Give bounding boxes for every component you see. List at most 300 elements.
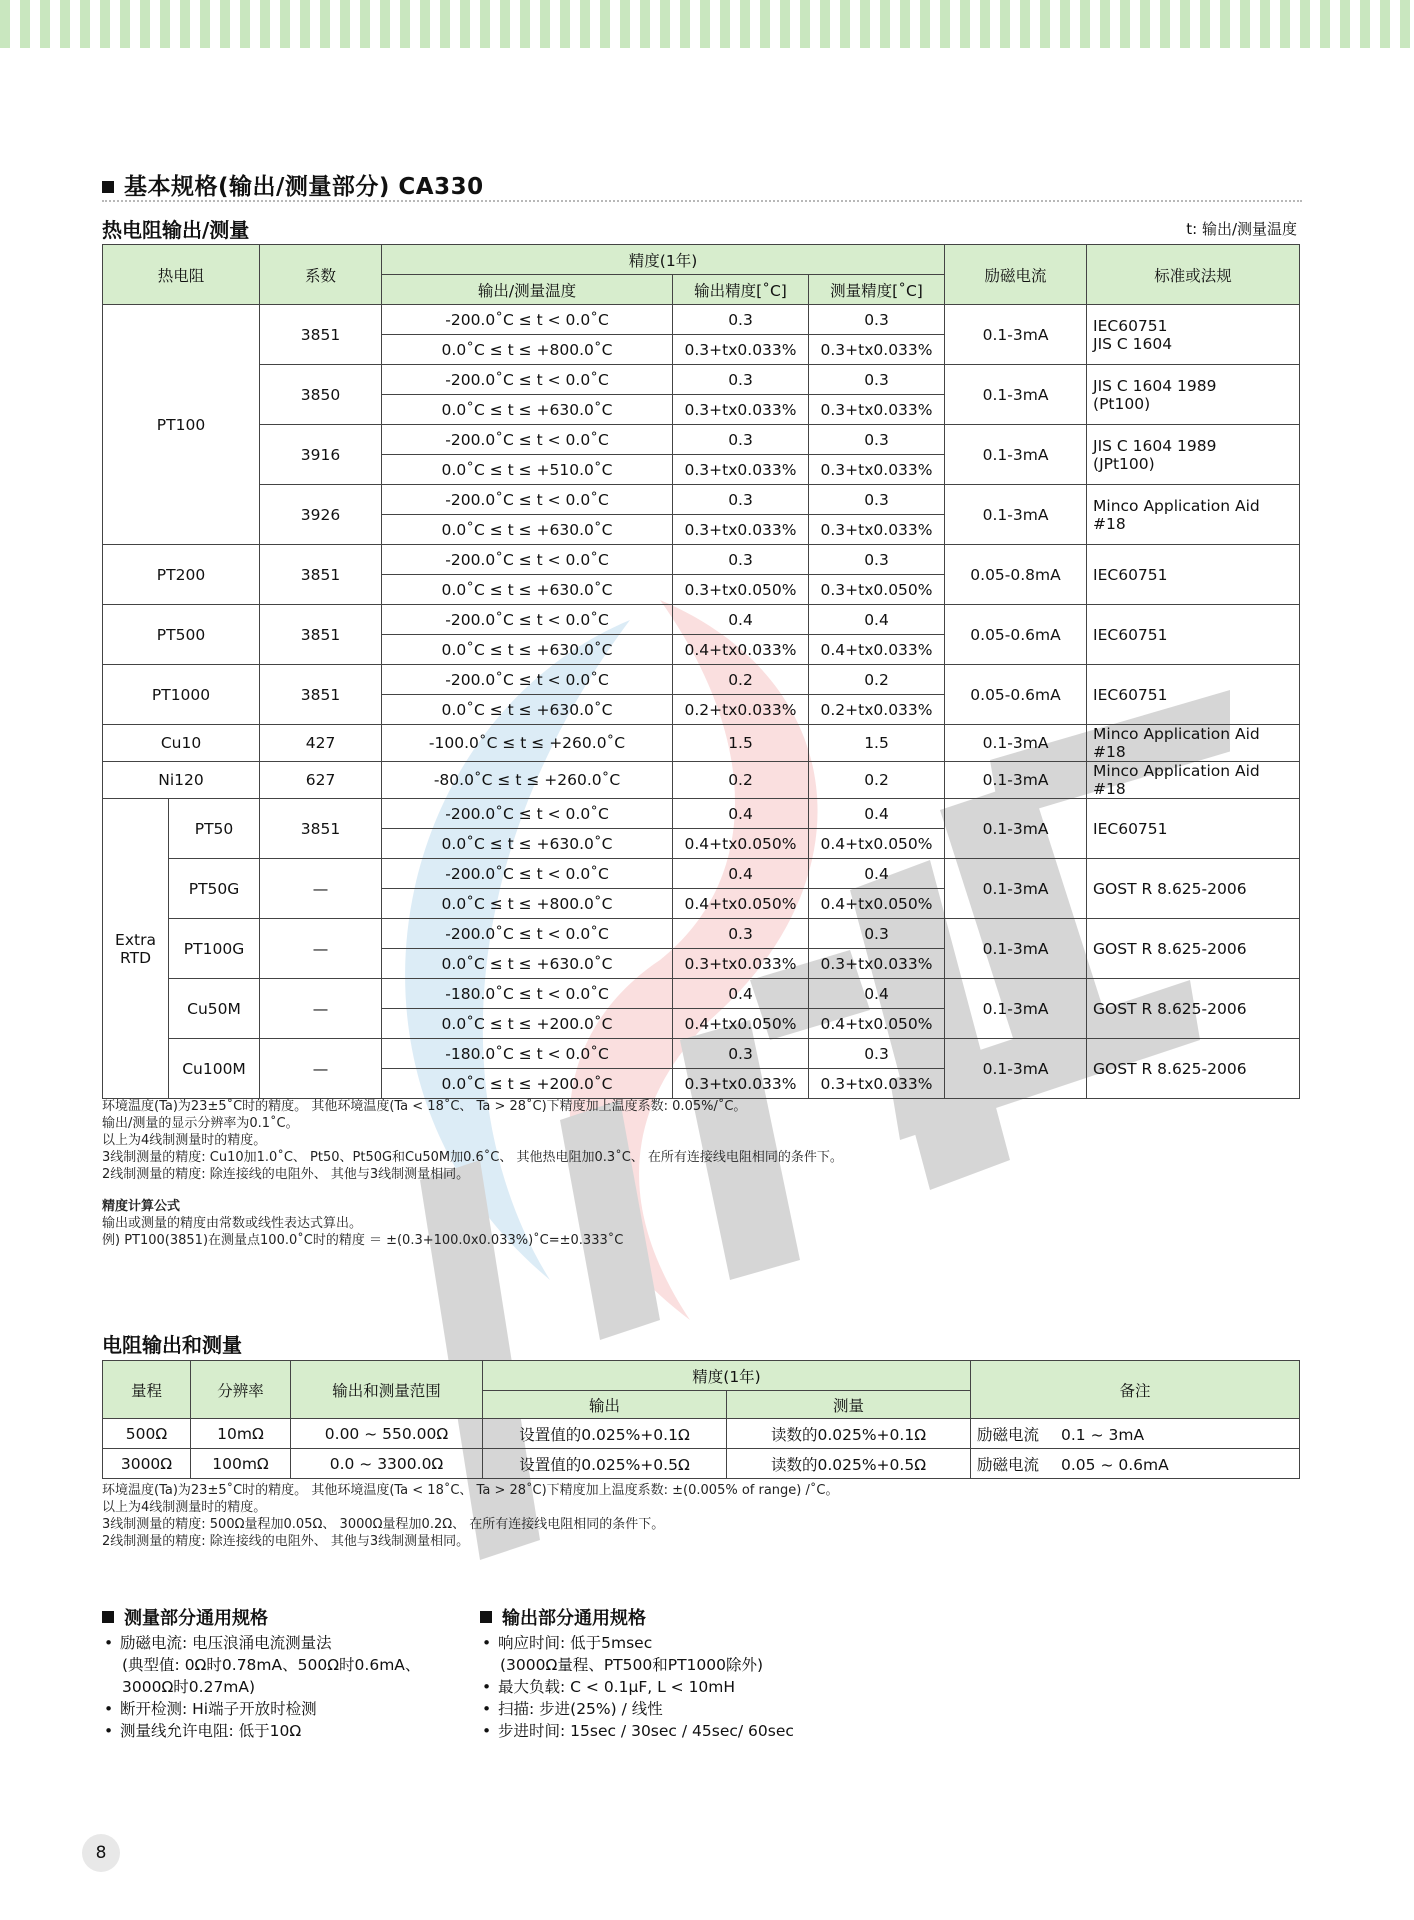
main-heading-text: 基本规格(输出/测量部分) CA330 <box>124 174 484 200</box>
standard-line: Minco Application Aid #18 <box>1093 762 1260 798</box>
standard-line: JIS C 1604 1989 <box>1093 376 1217 395</box>
rtd-name-cell: PT1000 <box>103 665 260 725</box>
measure-accuracy-cell: 0.3 <box>809 485 945 515</box>
excitation-cell: 0.1-3mA <box>945 1039 1087 1099</box>
stripe <box>60 0 70 48</box>
standard-cell <box>1087 919 1300 979</box>
note-line: 2线制测量的精度: 除连接线的电阻外、 其他与3线制测量相同。 <box>102 1534 470 1549</box>
col-header-measure-accuracy: 测量精度[˚C] <box>809 275 945 305</box>
excitation-cell: 0.1-3mA <box>945 365 1087 425</box>
coef-cell: 3851 <box>260 545 382 605</box>
stripe <box>40 0 50 48</box>
rtd-group-cell: Extra RTD <box>103 799 169 1099</box>
note-line: 以上为4线制测量时的精度。 <box>102 1500 267 1515</box>
excitation-cell: 0.1-3mA <box>945 725 1087 762</box>
measure-accuracy-cell: 0.2 <box>809 762 945 799</box>
output-accuracy-cell: 0.4+tx0.050% <box>673 1009 809 1039</box>
coef-cell: 427 <box>260 725 382 762</box>
rtd-name-cell: PT50G <box>169 859 260 919</box>
stripe <box>1280 0 1290 48</box>
standard-line: (Pt100) <box>1093 394 1151 413</box>
output-accuracy-cell: 0.4+tx0.050% <box>673 889 809 919</box>
standard-cell <box>1087 762 1300 799</box>
stripe <box>560 0 570 48</box>
range-cell: 0.0˚C ≤ t ≤ +630.0˚C <box>382 635 673 665</box>
res-resolution-cell: 10mΩ <box>191 1419 291 1449</box>
list-item: 3000Ω时0.27mA) <box>122 1678 256 1696</box>
standard-line: IEC60751 <box>1093 819 1168 838</box>
stripe <box>800 0 810 48</box>
measure-accuracy-cell: 0.2 <box>809 665 945 695</box>
range-cell: 0.0˚C ≤ t ≤ +630.0˚C <box>382 395 673 425</box>
standard-cell <box>1087 799 1300 859</box>
measure-accuracy-cell: 0.3 <box>809 545 945 575</box>
table-row <box>103 762 1300 799</box>
range-cell: -100.0˚C ≤ t ≤ +260.0˚C <box>382 725 673 762</box>
stripe <box>1220 0 1230 48</box>
range-cell: -200.0˚C ≤ t < 0.0˚C <box>382 799 673 829</box>
stripe <box>740 0 750 48</box>
resistance-section-title: 电阻输出和测量 <box>102 1333 242 1357</box>
output-accuracy-cell: 0.2+tx0.033% <box>673 695 809 725</box>
range-cell: 0.0˚C ≤ t ≤ +630.0˚C <box>382 575 673 605</box>
coef-cell: — <box>260 979 382 1039</box>
output-accuracy-cell: 0.3 <box>673 485 809 515</box>
standard-cell <box>1087 605 1300 665</box>
measure-accuracy-cell: 0.3 <box>809 919 945 949</box>
standard-line: JIS C 1604 <box>1093 334 1173 353</box>
standard-cell <box>1087 725 1300 762</box>
stripe <box>1320 0 1330 48</box>
res-span-cell: 0.00 ~ 550.00Ω <box>291 1419 483 1449</box>
table-row <box>103 665 1300 695</box>
standard-cell <box>1087 365 1300 425</box>
res-remark-cell <box>971 1419 1300 1449</box>
standard-cell <box>1087 665 1300 725</box>
stripe <box>220 0 230 48</box>
table-row <box>103 979 1300 1009</box>
standard-cell <box>1087 485 1300 545</box>
stripe <box>980 0 990 48</box>
page-number: 8 <box>82 1834 120 1872</box>
range-cell: -200.0˚C ≤ t < 0.0˚C <box>382 545 673 575</box>
res-output-cell: 设置值的0.025%+0.5Ω <box>483 1449 727 1479</box>
stripe <box>1340 0 1350 48</box>
list-item: • 测量线允许电阻: 低于10Ω <box>102 1720 420 1742</box>
standard-line: IEC60751 <box>1093 565 1168 584</box>
measure-accuracy-cell: 0.3+tx0.033% <box>809 949 945 979</box>
list-item: • 最大负载: C < 0.1μF, L < 10mH <box>480 1676 794 1698</box>
coef-cell: 3851 <box>260 305 382 365</box>
table-row <box>103 425 1300 455</box>
res-span-cell: 0.0 ~ 3300.0Ω <box>291 1449 483 1479</box>
col-header-output-accuracy: 输出精度[˚C] <box>673 275 809 305</box>
range-cell: 0.0˚C ≤ t ≤ +630.0˚C <box>382 695 673 725</box>
excitation-cell: 0.05-0.6mA <box>945 665 1087 725</box>
stripe <box>340 0 350 48</box>
note-line: 3线制测量的精度: Cu10加1.0˚C、 Pt50、Pt50G和Cu50M加0.6˚C、 其他热电阻加0.3˚C、 在所有连接线电阻相同的条件下。 <box>102 1150 843 1165</box>
formula-block <box>102 1198 623 1249</box>
stripe <box>760 0 770 48</box>
standard-line: IEC60751 <box>1093 685 1168 704</box>
top-decorative-stripes <box>0 0 1414 48</box>
excitation-cell: 0.1-3mA <box>945 919 1087 979</box>
stripe <box>1180 0 1190 48</box>
rtd-name-cell: Ni120 <box>103 762 260 799</box>
general-measure-list <box>102 1632 420 1742</box>
standard-line: IEC60751 <box>1093 316 1168 335</box>
measure-accuracy-cell: 0.3+tx0.033% <box>809 455 945 485</box>
formula-title: 精度计算公式 <box>102 1199 181 1214</box>
output-accuracy-cell: 0.3 <box>673 1039 809 1069</box>
range-cell: -180.0˚C ≤ t < 0.0˚C <box>382 1039 673 1069</box>
list-item: • 扫描: 步进(25%) / 线性 <box>480 1698 794 1720</box>
list-item: • 励磁电流: 电压浪涌电流测量法 <box>102 1632 420 1654</box>
coef-cell: — <box>260 919 382 979</box>
range-cell: 0.0˚C ≤ t ≤ +200.0˚C <box>382 1009 673 1039</box>
measure-accuracy-cell: 0.3 <box>809 425 945 455</box>
range-cell: -180.0˚C ≤ t < 0.0˚C <box>382 979 673 1009</box>
stripe <box>700 0 710 48</box>
output-accuracy-cell: 0.3 <box>673 545 809 575</box>
stripe <box>1200 0 1210 48</box>
rtd-name-cell: Cu10 <box>103 725 260 762</box>
output-accuracy-cell: 0.3+tx0.033% <box>673 1069 809 1099</box>
list-item: • 断开检测: Hi端子开放时检测 <box>102 1698 420 1720</box>
standard-line: GOST R 8.625-2006 <box>1093 879 1247 898</box>
stripe <box>1040 0 1050 48</box>
coef-cell: 3916 <box>260 425 382 485</box>
excitation-cell: 0.1-3mA <box>945 305 1087 365</box>
stripe <box>600 0 610 48</box>
formula-line: 输出或测量的精度由常数或线性表达式算出。 <box>102 1216 363 1231</box>
stripe <box>880 0 890 48</box>
range-cell: -80.0˚C ≤ t ≤ +260.0˚C <box>382 762 673 799</box>
measure-accuracy-cell: 0.4 <box>809 605 945 635</box>
rtd-name-cell: PT50 <box>169 799 260 859</box>
stripe <box>480 0 490 48</box>
coef-cell: 3850 <box>260 365 382 425</box>
col-header-excitation: 励磁电流 <box>945 245 1087 305</box>
output-accuracy-cell: 0.4+tx0.033% <box>673 635 809 665</box>
stripe <box>720 0 730 48</box>
stripe <box>680 0 690 48</box>
output-accuracy-cell: 0.2 <box>673 665 809 695</box>
stripe <box>580 0 590 48</box>
output-accuracy-cell: 0.3+tx0.033% <box>673 395 809 425</box>
main-heading <box>102 168 484 201</box>
excitation-cell: 0.05-0.8mA <box>945 545 1087 605</box>
standard-line: Minco Application Aid #18 <box>1093 496 1260 533</box>
stripe <box>1360 0 1370 48</box>
table-row <box>103 799 1300 829</box>
table-row <box>103 1419 1300 1449</box>
excitation-cell: 0.1-3mA <box>945 762 1087 799</box>
rtd-name-cell: PT500 <box>103 605 260 665</box>
table-row <box>103 919 1300 949</box>
output-accuracy-cell: 1.5 <box>673 725 809 762</box>
coef-cell: 3851 <box>260 665 382 725</box>
output-accuracy-cell: 0.3 <box>673 919 809 949</box>
remark-value: 0.1 ~ 3mA <box>1061 1425 1145 1444</box>
stripe <box>860 0 870 48</box>
general-measure-block <box>102 1604 420 1742</box>
output-accuracy-cell: 0.3+tx0.033% <box>673 949 809 979</box>
output-accuracy-cell: 0.4 <box>673 859 809 889</box>
res-measure-cell: 读数的0.025%+0.1Ω <box>727 1419 971 1449</box>
table-row <box>103 485 1300 515</box>
stripe <box>1100 0 1110 48</box>
stripe <box>160 0 170 48</box>
list-item: • 步进时间: 15sec / 30sec / 45sec/ 60sec <box>480 1720 794 1742</box>
remark-label: 励磁电流 <box>977 1455 1040 1474</box>
stripe <box>460 0 470 48</box>
res-range-cell: 500Ω <box>103 1419 191 1449</box>
stripe <box>1080 0 1090 48</box>
stripe <box>120 0 130 48</box>
table-row <box>103 305 1300 335</box>
res-output-cell: 设置值的0.025%+0.1Ω <box>483 1419 727 1449</box>
res-header-range: 量程 <box>103 1361 191 1419</box>
list-item: (3000Ω量程、PT500和PT1000除外) <box>500 1656 764 1674</box>
excitation-cell: 0.1-3mA <box>945 799 1087 859</box>
list-item: • 响应时间: 低于5msec <box>480 1632 794 1654</box>
general-output-title <box>480 1604 794 1630</box>
col-header-rtd: 热电阻 <box>103 245 260 305</box>
stripe <box>620 0 630 48</box>
range-cell: -200.0˚C ≤ t < 0.0˚C <box>382 859 673 889</box>
stripe <box>1260 0 1270 48</box>
stripe <box>840 0 850 48</box>
range-cell: 0.0˚C ≤ t ≤ +630.0˚C <box>382 949 673 979</box>
rtd-spec-table <box>102 244 1300 1099</box>
output-accuracy-cell: 0.3+tx0.033% <box>673 455 809 485</box>
res-remark-cell <box>971 1449 1300 1479</box>
stripe <box>440 0 450 48</box>
standard-line: GOST R 8.625-2006 <box>1093 1059 1247 1078</box>
table-row <box>103 545 1300 575</box>
stripe <box>1020 0 1030 48</box>
col-header-range: 输出/测量温度 <box>382 275 673 305</box>
measure-accuracy-cell: 0.3 <box>809 1039 945 1069</box>
measure-accuracy-cell: 0.3+tx0.033% <box>809 515 945 545</box>
measure-accuracy-cell: 0.4+tx0.033% <box>809 635 945 665</box>
stripe <box>1400 0 1410 48</box>
coef-cell: — <box>260 859 382 919</box>
remark-label: 励磁电流 <box>977 1425 1040 1444</box>
measure-accuracy-cell: 0.3+tx0.050% <box>809 575 945 605</box>
general-measure-title-text: 测量部分通用规格 <box>124 1608 268 1629</box>
stripe <box>20 0 30 48</box>
range-cell: -200.0˚C ≤ t < 0.0˚C <box>382 665 673 695</box>
stripe <box>1380 0 1390 48</box>
range-cell: 0.0˚C ≤ t ≤ +510.0˚C <box>382 455 673 485</box>
output-accuracy-cell: 0.2 <box>673 762 809 799</box>
range-cell: 0.0˚C ≤ t ≤ +200.0˚C <box>382 1069 673 1099</box>
coef-cell: 3851 <box>260 799 382 859</box>
stripe <box>0 0 10 48</box>
measure-accuracy-cell: 0.3 <box>809 365 945 395</box>
stripe <box>640 0 650 48</box>
rtd-name-cell: Cu100M <box>169 1039 260 1099</box>
stripe <box>780 0 790 48</box>
measure-accuracy-cell: 0.3 <box>809 305 945 335</box>
range-cell: -200.0˚C ≤ t < 0.0˚C <box>382 365 673 395</box>
note-line: 环境温度(Ta)为23±5˚C时的精度。 其他环境温度(Ta < 18˚C、 Ta > 28˚C)下精度加上温度系数: 0.05%/˚C。 <box>102 1099 747 1114</box>
formula-example: 例) PT100(3851)在测量点100.0˚C时的精度 ＝ ±(0.3+100.0x0.033%)˚C=±0.333˚C <box>102 1233 624 1248</box>
coef-cell: — <box>260 1039 382 1099</box>
res-header-measure: 测量 <box>727 1391 971 1419</box>
output-accuracy-cell: 0.3 <box>673 365 809 395</box>
note-line: 环境温度(Ta)为23±5˚C时的精度。 其他环境温度(Ta < 18˚C、 Ta > 28˚C)下精度加上温度系数: ±(0.005% of range) /˚C。 <box>102 1483 839 1498</box>
standard-line: GOST R 8.625-2006 <box>1093 999 1247 1018</box>
table-row <box>103 1449 1300 1479</box>
coef-cell: 627 <box>260 762 382 799</box>
stripe <box>80 0 90 48</box>
output-accuracy-cell: 0.3+tx0.033% <box>673 335 809 365</box>
stripe <box>1000 0 1010 48</box>
list-item: (典型值: 0Ω时0.78mA、500Ω时0.6mA、 <box>122 1656 421 1674</box>
measure-accuracy-cell: 0.3+tx0.033% <box>809 395 945 425</box>
stripe <box>500 0 510 48</box>
output-accuracy-cell: 0.3 <box>673 425 809 455</box>
measure-accuracy-cell: 0.4+tx0.050% <box>809 829 945 859</box>
measure-accuracy-cell: 0.3+tx0.033% <box>809 1069 945 1099</box>
note-line: 2线制测量的精度: 除连接线的电阻外、 其他与3线制测量相同。 <box>102 1167 470 1182</box>
square-bullet-icon <box>102 181 114 193</box>
general-measure-title <box>102 1604 420 1630</box>
rtd-name-cell: PT100G <box>169 919 260 979</box>
measure-accuracy-cell: 0.2+tx0.033% <box>809 695 945 725</box>
output-accuracy-cell: 0.4 <box>673 799 809 829</box>
table-row <box>103 859 1300 889</box>
stripe <box>520 0 530 48</box>
stripe <box>540 0 550 48</box>
measure-accuracy-cell: 0.3+tx0.033% <box>809 335 945 365</box>
range-cell: -200.0˚C ≤ t < 0.0˚C <box>382 485 673 515</box>
stripe <box>420 0 430 48</box>
stripe <box>1300 0 1310 48</box>
output-accuracy-cell: 0.3+tx0.033% <box>673 515 809 545</box>
table-row <box>103 365 1300 395</box>
stripe <box>820 0 830 48</box>
general-output-title-text: 输出部分通用规格 <box>502 1608 646 1629</box>
stripe <box>900 0 910 48</box>
res-resolution-cell: 100mΩ <box>191 1449 291 1479</box>
remark-value: 0.05 ~ 0.6mA <box>1061 1455 1169 1474</box>
measure-accuracy-cell: 0.4 <box>809 979 945 1009</box>
stripe <box>1120 0 1130 48</box>
table-row <box>103 1039 1300 1069</box>
measure-accuracy-cell: 0.4+tx0.050% <box>809 889 945 919</box>
rtd-notes <box>102 1098 843 1183</box>
stripe <box>200 0 210 48</box>
res-header-accuracy: 精度(1年) <box>483 1361 971 1391</box>
output-accuracy-cell: 0.3 <box>673 305 809 335</box>
standard-cell <box>1087 979 1300 1039</box>
standard-cell <box>1087 305 1300 365</box>
rtd-name-cell: PT200 <box>103 545 260 605</box>
stripe <box>400 0 410 48</box>
stripe <box>180 0 190 48</box>
res-header-span: 输出和测量范围 <box>291 1361 483 1419</box>
res-header-resolution: 分辨率 <box>191 1361 291 1419</box>
range-cell: 0.0˚C ≤ t ≤ +630.0˚C <box>382 829 673 859</box>
col-header-standard: 标准或法规 <box>1087 245 1300 305</box>
stripe <box>940 0 950 48</box>
coef-cell: 3851 <box>260 605 382 665</box>
range-cell: -200.0˚C ≤ t < 0.0˚C <box>382 425 673 455</box>
standard-cell <box>1087 425 1300 485</box>
excitation-cell: 0.1-3mA <box>945 859 1087 919</box>
standard-cell <box>1087 545 1300 605</box>
stripe <box>960 0 970 48</box>
square-bullet-icon <box>480 1611 492 1623</box>
range-cell: 0.0˚C ≤ t ≤ +800.0˚C <box>382 335 673 365</box>
stripe <box>920 0 930 48</box>
stripe <box>300 0 310 48</box>
standard-line: Minco Application Aid #18 <box>1093 725 1260 761</box>
note-line: 3线制测量的精度: 500Ω量程加0.05Ω、 3000Ω量程加0.2Ω、 在所有连接线电阻相同的条件下。 <box>102 1517 665 1532</box>
stripe <box>100 0 110 48</box>
square-bullet-icon <box>102 1611 114 1623</box>
output-accuracy-cell: 0.3+tx0.050% <box>673 575 809 605</box>
stripe <box>660 0 670 48</box>
excitation-cell: 0.05-0.6mA <box>945 605 1087 665</box>
stripe <box>140 0 150 48</box>
stripe <box>1240 0 1250 48</box>
range-cell: -200.0˚C ≤ t < 0.0˚C <box>382 605 673 635</box>
general-output-list <box>480 1632 794 1742</box>
rtd-legend: t: 输出/测量温度 <box>1186 220 1297 238</box>
range-cell: 0.0˚C ≤ t ≤ +630.0˚C <box>382 515 673 545</box>
res-header-output: 输出 <box>483 1391 727 1419</box>
general-output-block <box>480 1604 794 1742</box>
col-header-accuracy: 精度(1年) <box>382 245 945 275</box>
measure-accuracy-cell: 0.4 <box>809 799 945 829</box>
table-row <box>103 725 1300 762</box>
res-range-cell: 3000Ω <box>103 1449 191 1479</box>
note-line: 输出/测量的显示分辨率为0.1˚C。 <box>102 1116 299 1131</box>
stripe <box>1160 0 1170 48</box>
rtd-name-cell: PT100 <box>103 305 260 545</box>
stripe <box>380 0 390 48</box>
output-accuracy-cell: 0.4 <box>673 605 809 635</box>
col-header-coef: 系数 <box>260 245 382 305</box>
table-row <box>103 605 1300 635</box>
res-header-remark: 备注 <box>971 1361 1300 1419</box>
output-accuracy-cell: 0.4 <box>673 979 809 1009</box>
standard-cell <box>1087 1039 1300 1099</box>
standard-line: JIS C 1604 1989 <box>1093 436 1217 455</box>
output-accuracy-cell: 0.4+tx0.050% <box>673 829 809 859</box>
standard-line: GOST R 8.625-2006 <box>1093 939 1247 958</box>
resistance-spec-table <box>102 1360 1300 1479</box>
heading-divider <box>102 200 1302 202</box>
standard-line: IEC60751 <box>1093 625 1168 644</box>
range-cell: 0.0˚C ≤ t ≤ +800.0˚C <box>382 889 673 919</box>
excitation-cell: 0.1-3mA <box>945 979 1087 1039</box>
stripe <box>360 0 370 48</box>
standard-cell <box>1087 859 1300 919</box>
res-measure-cell: 读数的0.025%+0.5Ω <box>727 1449 971 1479</box>
rtd-name-cell: Cu50M <box>169 979 260 1039</box>
stripe <box>1060 0 1070 48</box>
excitation-cell: 0.1-3mA <box>945 485 1087 545</box>
note-line: 以上为4线制测量时的精度。 <box>102 1133 267 1148</box>
stripe <box>280 0 290 48</box>
measure-accuracy-cell: 1.5 <box>809 725 945 762</box>
